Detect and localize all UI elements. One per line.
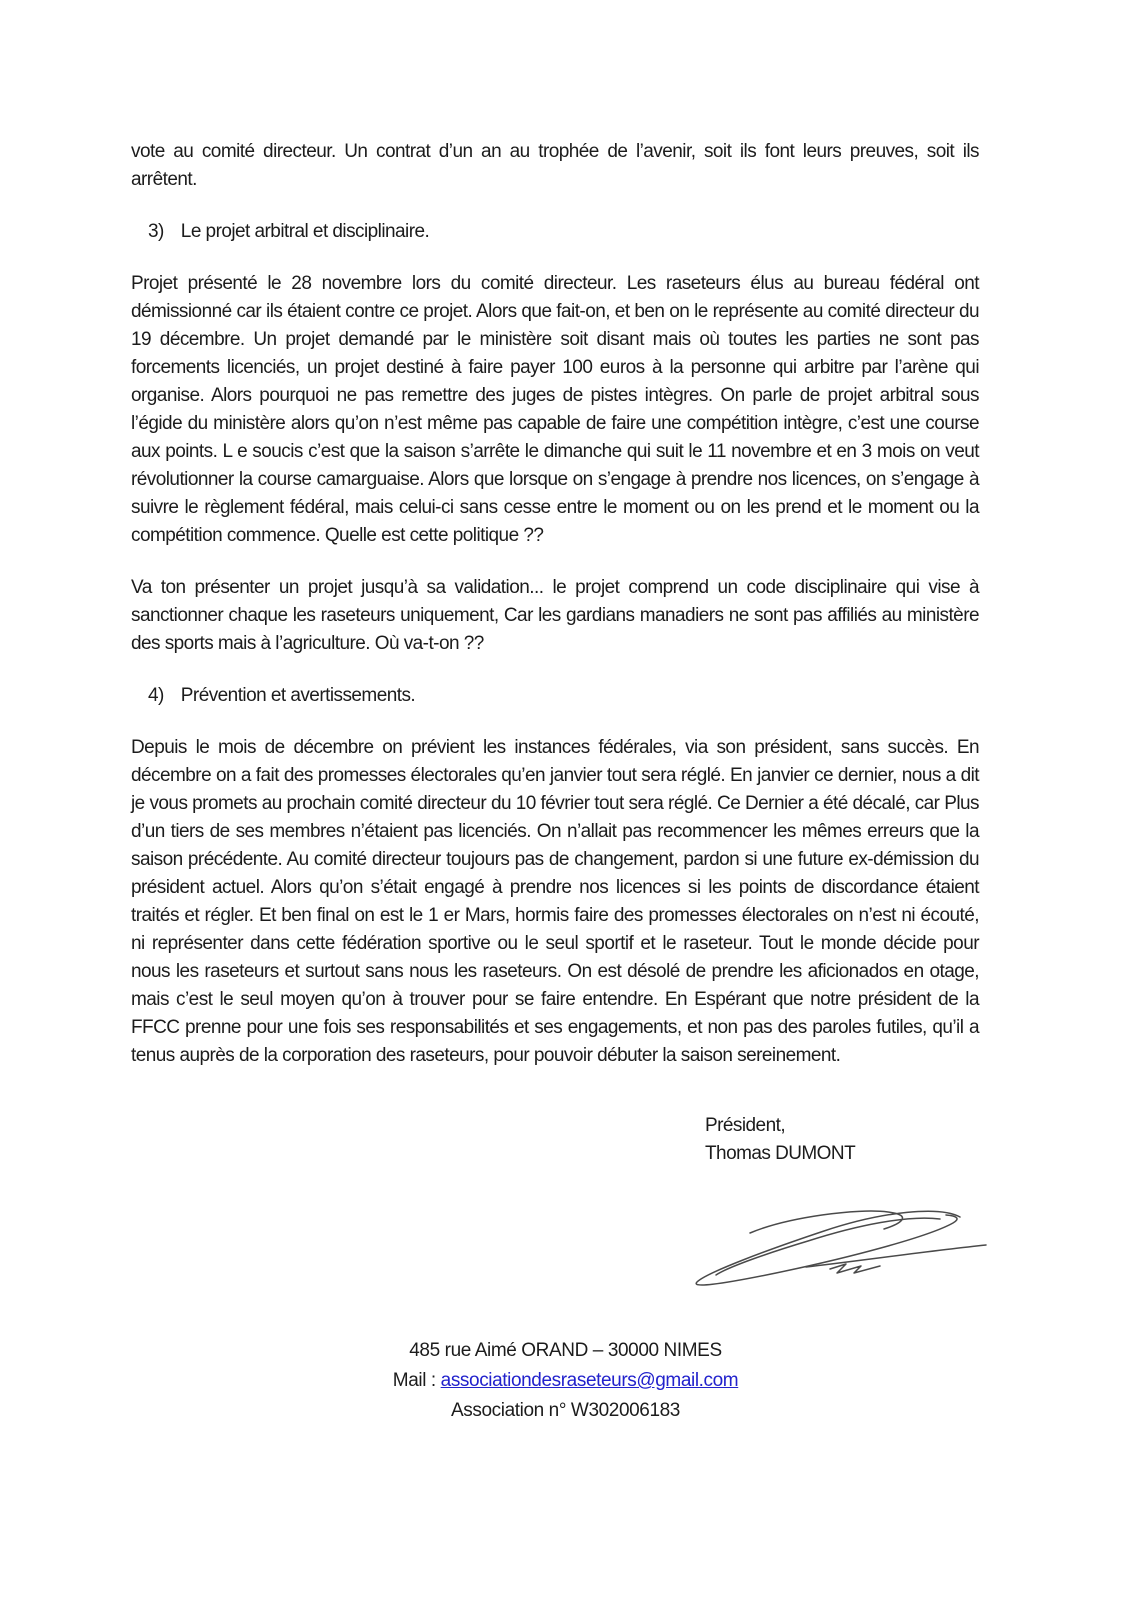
document-footer [0, 1336, 1131, 1426]
section-4-title: Prévention et avertissements. [180, 685, 416, 706]
signature-handwriting [688, 1203, 988, 1291]
section-3-heading [148, 218, 979, 246]
footer-address: 485 rue Aimé ORAND – 30000 NIMES [409, 1340, 722, 1361]
section-3-title: Le projet arbitral et disciplinaire. [180, 221, 430, 242]
section-4-paragraph-1: Depuis le mois de décembre on prévient les instances fédérales, via son président, sans succès. En décembre on a fait des promesses électorales qu’en janvier tout sera réglé. En janvier ce dernier, nous a dit je vous promets au prochain comité directeur du 10 février tout sera réglé. Ce Dernier a été décalé, car Plus d’un tiers de ses membres n’étaient pas licenciés. On n’allait pas recommencer les mêmes erreurs que la saison précédente. Au comité directeur toujours pas de changement, pardon si une future ex-démission du président actuel. Alors qu’on s’était engagé à prendre nos licences si les points de discordance étaient traités et régler. Et ben final on est le 1 er Mars, hormis faire des promesses électorales on n’est ni écouté, ni représenter dans cette fédération sportive ou le seul sportif et le raseteur. Tout le monde décide pour nous les raseteurs et surtout sans nous les raseteurs. On est désolé de prendre les aficionados en otage, mais c’est le seul moyen qu’on à trouver pour se faire entendre. En Espérant que notre président de la FFCC prenne pour une fois ses responsabilités et ses engagements, et non pas des paroles futiles, qu’il a tenus auprès de la corporation des raseteurs, pour pouvoir débuter la saison sereinement. [131, 737, 979, 1066]
section-3-paragraph-1: Projet présenté le 28 novembre lors du comité directeur. Les raseteurs élus au bureau fédéral ont démissionné car ils étaient contre ce projet. Alors que fait-on, et ben on le représente au comité directeur du 19 décembre. Un projet demandé par le ministère soit disant mais où toutes les parties ne sont pas forcements licenciés, un projet destiné à faire payer 100 euros à la personne qui arbitre par l’arène qui organise. Alors pourquoi ne pas remettre des juges de pistes intègres. On parle de projet arbitral sous l’égide du ministère alors qu’on n’est même pas capable de faire une compétition intègre, c’est une course aux points. L e soucis c’est que la saison s’arrête le dimanche qui suit le 11 novembre et en 3 mois on veut révolutionner la course camarguaise. Alors que lorsque on s’engage à prendre nos licences, on s’engage à suivre le règlement fédéral, mais celui-ci sans cesse entre le moment ou on les prend et le moment ou la compétition commence. Quelle est cette politique ?? [131, 273, 979, 546]
signature-role: Président, [705, 1115, 786, 1136]
footer-mail-label: Mail : [392, 1370, 441, 1391]
section-4-number: 4) [148, 685, 164, 706]
section-4-heading [148, 682, 979, 710]
footer-mail-line [0, 1366, 1131, 1396]
footer-email-link[interactable]: associationdesraseteurs@gmail.com [440, 1370, 739, 1391]
intro-paragraph: vote au comité directeur. Un contrat d’un an au trophée de l’avenir, soit ils font leurs preuves, soit ils arrêtent. [131, 141, 979, 190]
footer-association-number: Association n° W302006183 [451, 1400, 680, 1421]
section-3-paragraph-2: Va ton présenter un projet jusqu’à sa validation... le projet comprend un code disciplinaire qui vise à sanctionner chaque les raseteurs uniquement, Car les gardians manadiers ne sont pas affiliés au ministère des sports mais à l’agriculture. Où va-t-on ?? [131, 577, 979, 654]
section-3-number: 3) [148, 221, 164, 242]
signature-name: Thomas DUMONT [705, 1143, 856, 1164]
signature-block [705, 1112, 979, 1291]
